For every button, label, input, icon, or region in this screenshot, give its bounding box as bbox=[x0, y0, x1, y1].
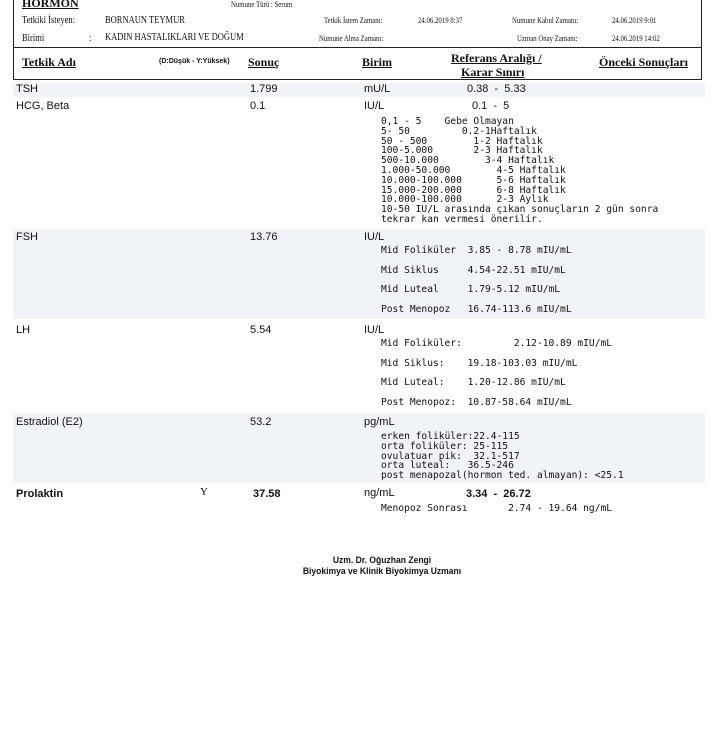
approve-time: 24.06.2019 14:02 bbox=[612, 34, 660, 43]
result: 0.1 bbox=[250, 100, 266, 112]
test-name: Estradiol (E2) bbox=[16, 416, 83, 428]
header-right-border bbox=[701, 0, 702, 79]
table-row-lh bbox=[13, 321, 705, 411]
table-row-estradiol bbox=[13, 413, 705, 483]
column-previous: Önceki Sonuçları bbox=[599, 55, 689, 69]
requester: BORNAUN TEYMUR bbox=[105, 15, 185, 26]
accept-time-label: Numune Kabul Zamanı: bbox=[512, 16, 579, 25]
unit-colon: : bbox=[89, 33, 92, 44]
test-name: FSH bbox=[16, 231, 38, 243]
unit-label: Birimi bbox=[22, 33, 45, 44]
reference: 3.34 - 26.72 bbox=[466, 488, 531, 500]
table-row-prolaktin bbox=[13, 485, 705, 515]
column-flag-legend: (D:Düşük - Y:Yüksek) bbox=[159, 58, 230, 65]
reference-notes: Menopoz Sonrası 2.74 - 19.64 ng/mL bbox=[381, 503, 613, 514]
reference-notes: 0,1 - 5 Gebe Olmayan 5- 50 0.2-1Haftalık 50 - 500 1-2 Haftalık 100-5.000 2-3 Haftalık 500-10.000 3-4 Haftalık 1.000-50.000 4-5 Haftalık 10.000-100.000 5-6 Haftalık 15.000-200.000 6-8 Haftalık 10.000-100.000 2-3 Aylık 10-50 IU/L arasında çıkan sonuçların 2 gün sonra tekrar kan vermesi önerilir. bbox=[381, 116, 659, 225]
reference: 0.38 - 5.33 bbox=[467, 83, 526, 95]
result: 13.76 bbox=[250, 231, 278, 243]
unit: ng/mL bbox=[364, 487, 395, 499]
unit: pg/mL bbox=[364, 416, 395, 428]
high-flag: Y bbox=[200, 486, 208, 498]
result: 53.2 bbox=[250, 416, 272, 428]
requester-label: Tetkiki İsteyen: bbox=[22, 15, 75, 26]
accept-time: 24.06.2019 9:01 bbox=[612, 16, 657, 25]
header-divider bbox=[13, 47, 702, 48]
test-name: Prolaktin bbox=[16, 488, 64, 500]
table-row-hcg bbox=[13, 98, 705, 228]
result: 37.58 bbox=[253, 488, 281, 500]
test-name: HCG, Beta bbox=[16, 100, 70, 112]
column-result: Sonuç bbox=[248, 55, 280, 69]
result: 5.54 bbox=[250, 324, 272, 336]
unit: IU/L bbox=[364, 231, 385, 243]
section-title: HORMON bbox=[22, 0, 79, 10]
signature-name: Uzm. Dr. Oğuzhan Zengi bbox=[332, 555, 432, 565]
test-name: LH bbox=[16, 324, 31, 336]
reference-notes: Mid Foliküler: 2.12-10.89 mIU/mL Mid Siklus: 19.18-103.03 mIU/mL Mid Luteal: 1.20-12.86 mIU/mL Post Menopoz: 10.87-58.64 mIU/mL bbox=[381, 338, 613, 408]
column-ref-2: Karar Sınırı bbox=[461, 65, 525, 79]
column-unit: Birim bbox=[362, 55, 392, 69]
request-time: 24.06.2019 8:37 bbox=[418, 16, 463, 25]
unit: mU/L bbox=[364, 83, 391, 95]
column-test: Tetkik Adı bbox=[22, 55, 76, 69]
header-left-border bbox=[13, 0, 14, 79]
table-row-tsh bbox=[13, 83, 705, 97]
test-name: TSH bbox=[16, 83, 38, 95]
column-header-bottom bbox=[13, 79, 702, 80]
approve-time-label: Uzman Onay Zamanı: bbox=[517, 34, 578, 43]
signature-title: Biyokimya ve Klinik Biyokimya Uzmanı bbox=[302, 566, 462, 576]
sample-type: Numune Türü : Serum bbox=[231, 0, 293, 9]
reference-notes: erken foliküler:22.4-115 orta foliküler: 25-115 ovulatuar pik: 32.1-517 orta luteal: 36.5-246 post menapozal(hormon ted. almayan): <25.1 bbox=[381, 431, 624, 482]
unit: KADIN HASTALIKLARI VE DOĞUM bbox=[105, 32, 244, 43]
column-ref-1: Referans Aralığı / bbox=[451, 51, 542, 65]
result: 1.799 bbox=[250, 83, 278, 95]
request-time-label: Tetkik İstem Zamanı: bbox=[324, 16, 383, 25]
unit: IU/L bbox=[364, 324, 385, 336]
reference: 0.1 - 5 bbox=[472, 100, 510, 112]
collect-time-label: Numune Alma Zamanı: bbox=[319, 34, 384, 43]
reference-notes: Mid Foliküler 3.85 - 8.78 mIU/mL Mid Siklus 4.54-22.51 mIU/mL Mid Luteal 1.79-5.12 mIU/mL Post Menopoz 16.74-113.6 mIU/mL bbox=[381, 245, 572, 315]
table-row-fsh bbox=[13, 229, 705, 319]
unit: IU/L bbox=[364, 100, 385, 112]
